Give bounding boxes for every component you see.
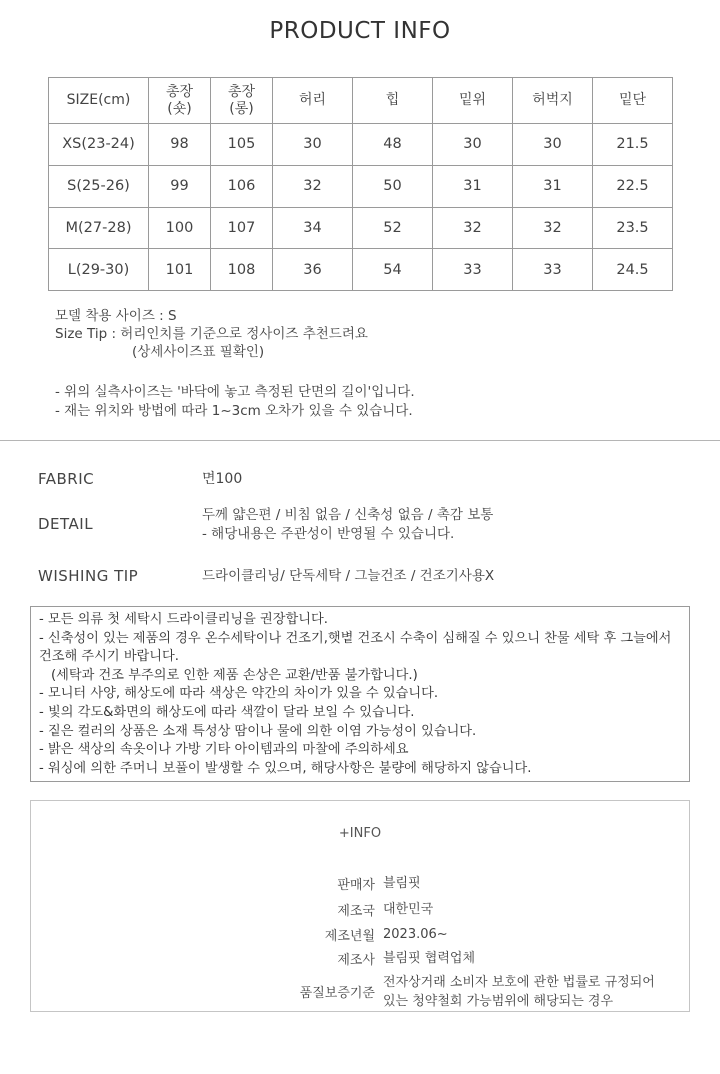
warning-item: - 짙은 컬러의 상품은 소재 특성상 땀이나 물에 의한 이염 가능성이 있습니다.	[39, 723, 477, 739]
wash-value: 드라이클리닝/ 단독세탁 / 그늘건조 / 건조기사용X	[202, 568, 495, 584]
warning-item: - 신축성이 있는 제품의 경우 온수세탁이나 건조기,햇볕 건조시 수축이 심해질 수 있으니 찬물 세탁 후 그늘에서 건조해 주시기 바랍니다.	[39, 630, 672, 665]
table-cell: 23.5	[593, 207, 673, 249]
info-value: 대한민국	[383, 902, 434, 917]
info-label: 판매자	[337, 878, 375, 893]
warning-item: - 밝은 색상의 속옷이나 가방 기타 아이템과의 마찰에 주의하세요	[39, 742, 409, 758]
table-cell: 107	[211, 207, 273, 249]
table-cell: 30	[433, 124, 513, 166]
warning-item: (세탁과 건조 부주의로 인한 제품 손상은 교환/반품 불가합니다.)	[51, 667, 418, 683]
table-row	[49, 165, 673, 207]
table-cell: 105	[211, 124, 273, 166]
table-cell: 31	[513, 165, 593, 207]
table-cell: 24.5	[593, 249, 673, 291]
size-table-header-row	[49, 78, 673, 124]
size-tip-subnote: (상세사이즈표 필확인)	[132, 344, 265, 360]
table-cell: 101	[149, 249, 211, 291]
detail-line: 두께 얇은편 / 비침 없음 / 신축성 없음 / 촉감 보통	[202, 507, 494, 523]
table-cell: M(27-28)	[49, 207, 149, 249]
table-cell: 30	[513, 124, 593, 166]
table-cell: 52	[353, 207, 433, 249]
table-cell: 22.5	[593, 165, 673, 207]
table-cell: XS(23-24)	[49, 124, 149, 166]
detail-note: - 해당내용은 주관성이 반영될 수 있습니다.	[202, 526, 455, 542]
size-table-header: 힙	[353, 78, 433, 124]
page-title: PRODUCT INFO	[269, 18, 451, 44]
table-cell: 32	[273, 165, 353, 207]
table-cell: 31	[433, 165, 513, 207]
detail-label: DETAIL	[38, 515, 94, 533]
warning-item: - 모니터 사양, 해상도에 따라 색상은 약간의 차이가 있을 수 있습니다.	[39, 686, 439, 702]
table-cell: 36	[273, 249, 353, 291]
wash-label: WISHING TIP	[38, 567, 139, 585]
info-value: 2023.06~	[383, 927, 448, 942]
table-cell: 34	[273, 207, 353, 249]
detail-value	[202, 506, 702, 544]
warning-item: - 워싱에 의한 주머니 보풀이 발생할 수 있으며, 해당사항은 불량에 해당하지 않습니다.	[39, 760, 532, 776]
table-cell: 98	[149, 124, 211, 166]
measurement-notes	[55, 383, 415, 421]
info-value	[383, 973, 655, 1011]
info-value: 블림핏 협력업체	[383, 951, 476, 966]
table-cell: 33	[513, 249, 593, 291]
table-cell: 108	[211, 249, 273, 291]
section-divider	[0, 440, 720, 441]
size-table-header: 총장 (숏)	[149, 78, 211, 124]
size-table-header: SIZE(cm)	[49, 78, 149, 124]
table-cell: 50	[353, 165, 433, 207]
size-table	[48, 77, 673, 291]
info-value-line: 전자상거래 소비자 보호에 관한 법률로 규정되어	[383, 975, 655, 990]
table-cell: S(25-26)	[49, 165, 149, 207]
info-value: 블림핏	[383, 876, 421, 891]
info-label: 품질보증기준	[299, 986, 375, 1001]
table-cell: 100	[149, 207, 211, 249]
care-warnings-box	[30, 606, 690, 782]
table-cell: 106	[211, 165, 273, 207]
table-cell: 30	[273, 124, 353, 166]
fabric-label: FABRIC	[38, 470, 95, 488]
table-row	[49, 207, 673, 249]
warning-item: - 빛의 각도&화면의 해상도에 따라 색깔이 달라 보일 수 있습니다.	[39, 704, 415, 720]
table-cell: 32	[513, 207, 593, 249]
size-tip-line: Size Tip : 허리인치를 기준으로 정사이즈 추천드려요	[55, 326, 368, 342]
model-size-line: 모델 착용 사이즈 : S	[55, 308, 177, 324]
info-value-line: 있는 청약철회 가능범위에 해당되는 경우	[383, 994, 614, 1009]
warning-item: - 모든 의류 첫 세탁시 드라이클리닝을 권장합니다.	[39, 612, 328, 627]
measurement-note: - 위의 실측사이즈는 '바닥에 놓고 측정된 단면의 길이'입니다.	[55, 384, 415, 400]
table-cell: 54	[353, 249, 433, 291]
size-table-header: 허벅지	[513, 78, 593, 124]
table-row	[49, 249, 673, 291]
table-cell: 32	[433, 207, 513, 249]
table-cell: L(29-30)	[49, 249, 149, 291]
table-cell: 48	[353, 124, 433, 166]
size-table-header: 허리	[273, 78, 353, 124]
table-row	[49, 124, 673, 166]
fabric-value: 면100	[202, 471, 243, 487]
info-label: 제조년월	[324, 929, 375, 944]
info-label: 제조국	[337, 904, 375, 919]
info-title: +INFO	[338, 826, 382, 841]
info-label: 제조사	[337, 953, 375, 968]
table-cell: 33	[433, 249, 513, 291]
size-table-header: 총장 (롱)	[211, 78, 273, 124]
size-table-header: 밑위	[433, 78, 513, 124]
size-table-header: 밑단	[593, 78, 673, 124]
table-cell: 99	[149, 165, 211, 207]
model-size-notes	[55, 307, 368, 361]
product-info-box	[30, 800, 690, 1012]
measurement-note: - 재는 위치와 방법에 따라 1~3cm 오차가 있을 수 있습니다.	[55, 403, 413, 419]
table-cell: 21.5	[593, 124, 673, 166]
